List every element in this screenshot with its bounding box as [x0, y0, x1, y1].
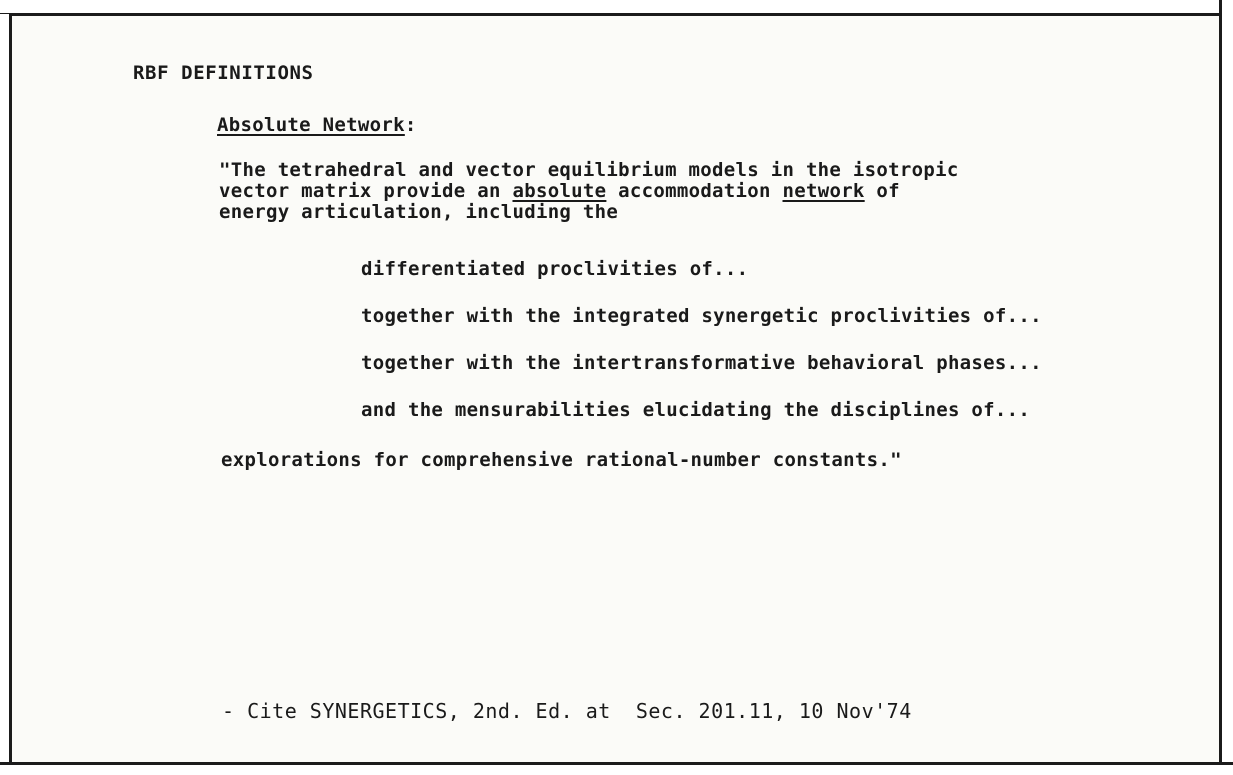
card-heading: RBF DEFINITIONS — [133, 62, 314, 84]
card-bottom-border — [0, 762, 1233, 775]
card-right-border — [1219, 0, 1233, 775]
quote-closing-line: explorations for comprehensive rational-number constants." — [221, 449, 902, 471]
term-name: Absolute Network — [217, 114, 405, 136]
clause-line: and the mensurabilities elucidating the disciplines of... — [361, 399, 1031, 421]
quote-underline-absolute: absolute — [512, 180, 607, 202]
quote-line-2-mid: accommodation — [606, 180, 783, 202]
quote-line-1: "The tetrahedral and vector equilibrium models in the isotropic — [219, 159, 959, 181]
citation: - Cite SYNERGETICS, 2nd. Ed. at Sec. 201.11, 10 Nov'74 — [222, 699, 912, 723]
quote-line-2-pre: vector matrix provide an — [219, 180, 513, 202]
quote-line-2-post: of — [864, 180, 900, 202]
clause-line: differentiated proclivities of... — [361, 258, 749, 280]
clause-line: together with the intertransformative behavioral phases... — [361, 352, 1042, 374]
quote-line-3: energy articulation, including the — [219, 201, 619, 223]
quote-underline-network: network — [782, 180, 865, 202]
term-title — [217, 114, 417, 136]
term-colon: : — [404, 114, 417, 136]
definition-quote — [219, 160, 959, 223]
card-left-border — [0, 14, 12, 764]
card-top-border — [0, 0, 1233, 16]
clause-line: together with the integrated synergetic proclivities of... — [361, 305, 1042, 327]
